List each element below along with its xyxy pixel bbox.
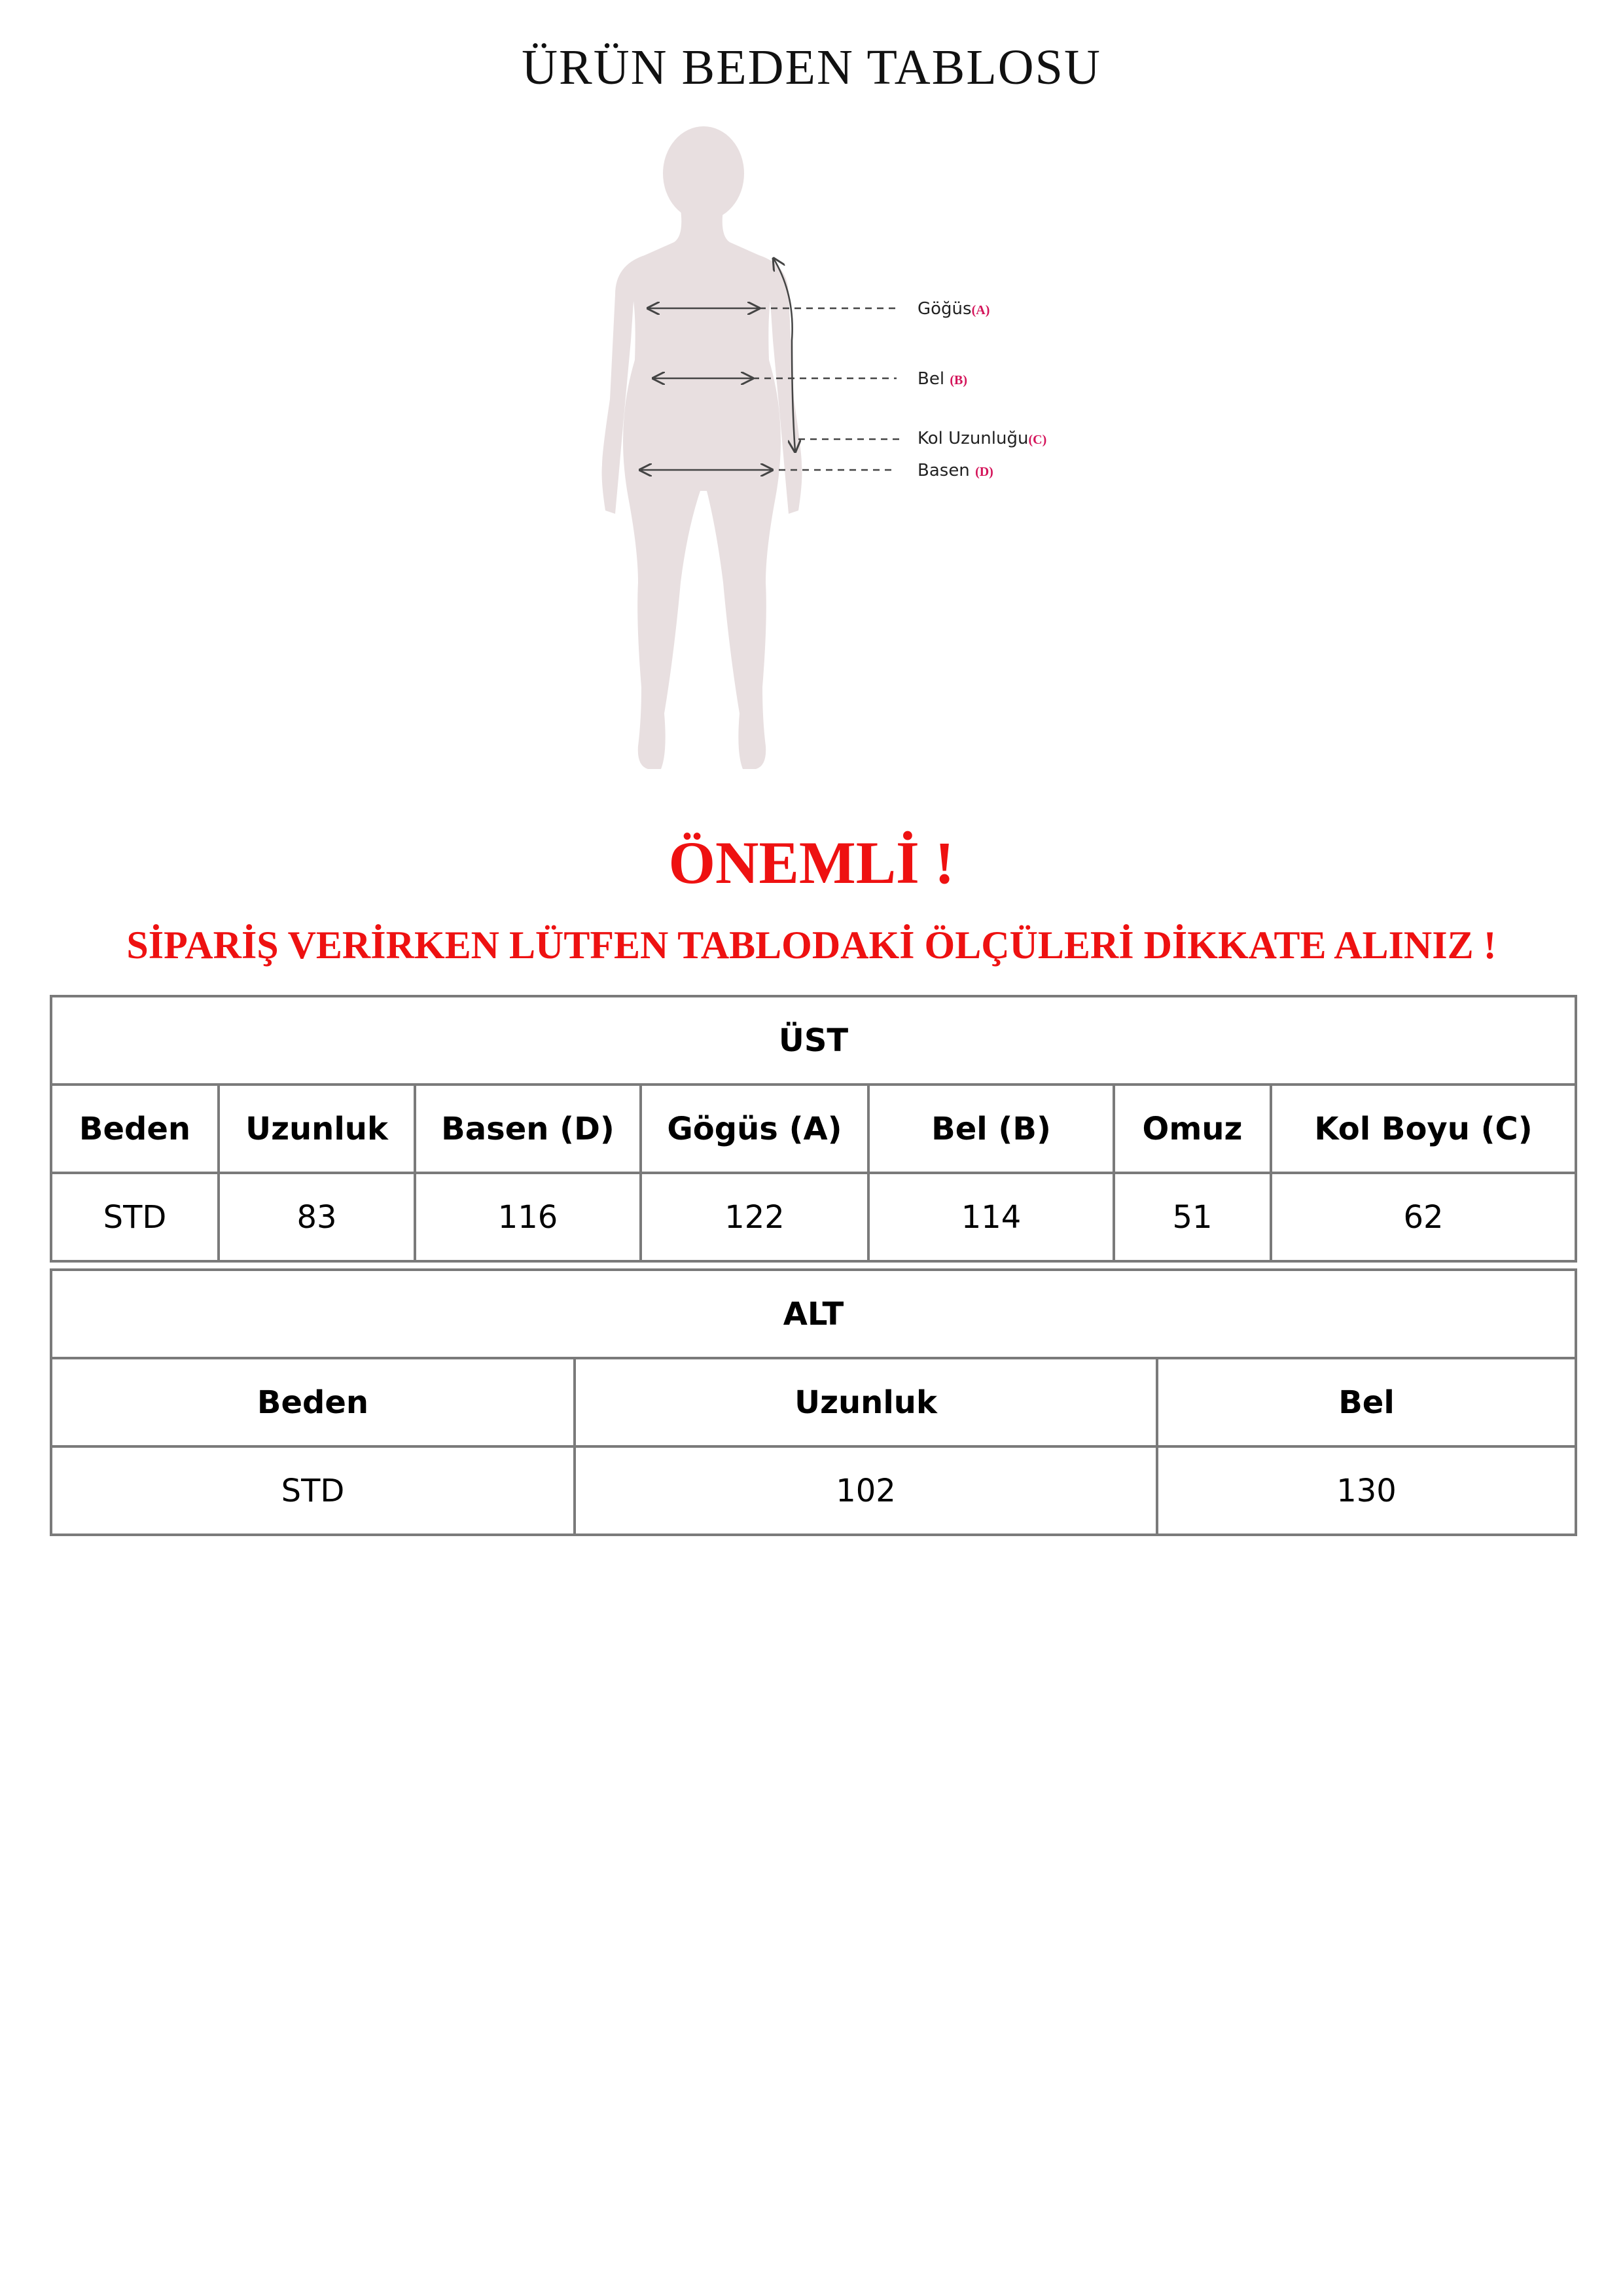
column-header: Basen (D) [415,1085,641,1173]
column-header: Bel (B) [868,1085,1114,1173]
page-title: ÜRÜN BEDEN TABLOSU [522,40,1101,95]
column-header: Beden [51,1085,219,1173]
table-cell: STD [51,1173,219,1261]
top-size-table [50,995,1577,1263]
table-cell: 83 [219,1173,415,1261]
table-cell: 102 [575,1446,1157,1535]
table-row [51,1446,1576,1535]
table-cell: 116 [415,1173,641,1261]
table-cell: STD [51,1446,575,1535]
silhouette-figure [576,124,1099,798]
bottom-table-title: ALT [51,1270,1576,1358]
column-header: Beden [51,1358,575,1446]
column-header: Uzunluk [219,1085,415,1173]
table-row [51,1173,1576,1261]
column-header: Kol Boyu (C) [1271,1085,1576,1173]
column-header: Uzunluk [575,1358,1157,1446]
warning-message: SİPARİŞ VERİRKEN LÜTFEN TABLODAKİ ÖLÇÜLERİ DİKKATE ALINIZ ! [126,924,1497,967]
table-cell: 122 [641,1173,868,1261]
table-cell: 51 [1114,1173,1271,1261]
label-chest: Göğüs(A) [918,299,990,319]
top-table-header-row [51,1085,1576,1173]
column-header: Bel [1157,1358,1576,1446]
column-header: Gögüs (A) [641,1085,868,1173]
column-header: Omuz [1114,1085,1271,1173]
table-cell: 130 [1157,1446,1576,1535]
label-hip: Basen (D) [918,461,993,480]
bottom-size-table [50,1268,1577,1536]
label-arm-length: Kol Uzunluğu(C) [918,429,1047,448]
table-cell: 114 [868,1173,1114,1261]
table-cell: 62 [1271,1173,1576,1261]
top-table-title: ÜST [51,996,1576,1085]
body-measurement-diagram [576,124,1099,798]
label-waist: Bel (B) [918,369,967,389]
important-heading: ÖNEMLİ ! [668,829,955,896]
female-silhouette [602,126,802,769]
bottom-table-header-row [51,1358,1576,1446]
